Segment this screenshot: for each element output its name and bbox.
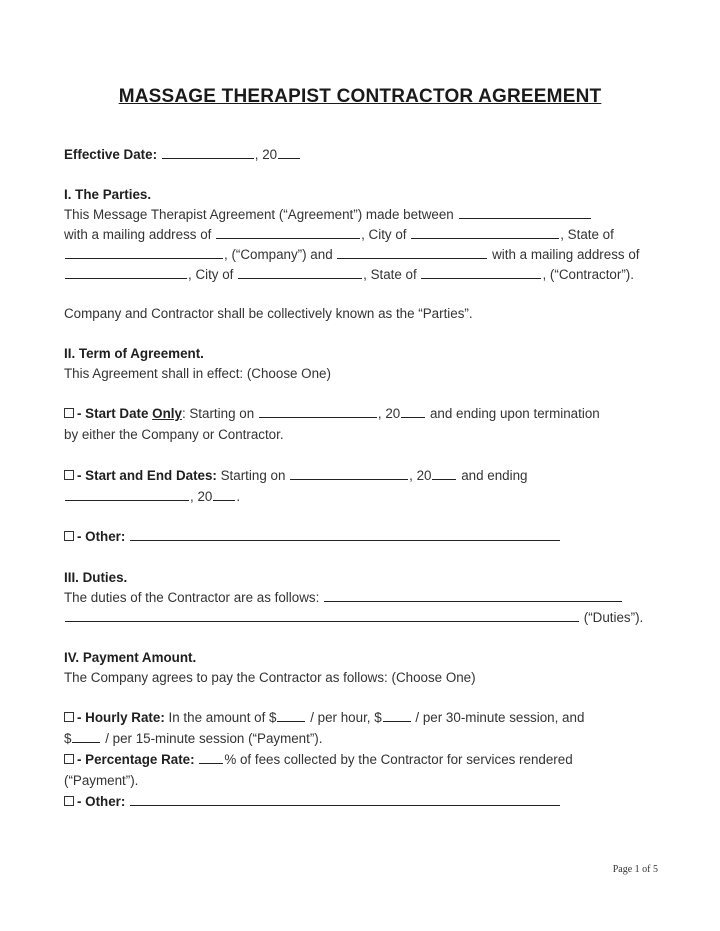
term-option-start-end-line-2 (64, 488, 240, 506)
parties-heading: I. The Parties. (64, 187, 152, 202)
parties-text: , State of (560, 227, 614, 242)
parties-line-3 (64, 246, 640, 264)
start-date-blank[interactable] (259, 405, 377, 418)
option-text: : Starting on (181, 406, 255, 421)
effective-date-year-blank[interactable] (278, 146, 300, 159)
fifteen-minute-rate-blank[interactable] (72, 730, 100, 743)
payment-percentage-line-1 (64, 751, 573, 769)
term-heading: II. Term of Agreement. (64, 346, 204, 361)
company-name-blank[interactable] (459, 206, 591, 219)
payment-hourly-line-1 (64, 709, 584, 727)
duties-line-1 (64, 589, 623, 607)
term-other-checkbox[interactable] (64, 531, 74, 541)
parties-text: , (“Contractor”). (542, 267, 634, 282)
hourly-rate-blank[interactable] (277, 709, 305, 722)
term-intro: This Agreement shall in effect: (Choose One) (64, 366, 331, 381)
start-end-dates-checkbox[interactable] (64, 470, 74, 480)
parties-line-1 (64, 206, 592, 224)
page-number: Page 1 of 5 (612, 864, 658, 875)
duties-line-2 (64, 609, 643, 627)
option-label: - Start Date (77, 406, 149, 421)
end-date-blank[interactable] (65, 488, 189, 501)
option-text: / per 15-minute session (“Payment”). (105, 731, 323, 746)
option-text: , 20 (409, 468, 432, 483)
term-option-start-date-line-1 (64, 405, 600, 423)
option-label: - Hourly Rate: (77, 710, 165, 725)
option-label: - Start and End Dates: (77, 468, 217, 483)
option-text: In the amount of $ (168, 710, 277, 725)
option-label: - Other: (77, 529, 126, 544)
parties-collective-text: Company and Contractor shall be collectively known as the “Parties”. (64, 306, 473, 321)
payment-percentage-line-2: (“Payment”). (64, 773, 139, 788)
payment-intro: The Company agrees to pay the Contractor as follows: (Choose One) (64, 670, 476, 685)
term-other-blank[interactable] (130, 528, 560, 541)
option-label-emphasis: Only (152, 406, 182, 421)
company-city-blank[interactable] (411, 226, 559, 239)
start-date-only-checkbox[interactable] (64, 408, 74, 418)
payment-hourly-line-2 (64, 730, 323, 748)
payment-other-line (64, 793, 561, 811)
thirty-minute-rate-blank[interactable] (383, 709, 411, 722)
option-text: and ending (461, 468, 528, 483)
option-text: and ending upon termination (429, 406, 600, 421)
parties-text: with a mailing address of (492, 247, 640, 262)
option-text: , 20 (190, 489, 213, 504)
start-year-blank[interactable] (401, 405, 425, 418)
term-option-start-date-line-2: by either the Company or Contractor. (64, 427, 284, 442)
parties-line-2 (64, 226, 614, 244)
parties-text: This Message Therapist Agreement (“Agreement”) made between (64, 207, 454, 222)
option-label: - Percentage Rate: (77, 752, 195, 767)
duties-text: The duties of the Contractor are as follows: (64, 590, 320, 605)
contractor-address-blank[interactable] (65, 266, 187, 279)
option-text: / per hour, $ (310, 710, 382, 725)
document-title: MASSAGE THERAPIST CONTRACTOR AGREEMENT (118, 86, 602, 107)
contractor-state-blank[interactable] (421, 266, 541, 279)
percentage-blank[interactable] (199, 751, 223, 764)
end-year-blank[interactable] (213, 488, 235, 501)
parties-text: with a mailing address of (64, 227, 212, 242)
parties-line-4 (64, 266, 634, 284)
percentage-rate-checkbox[interactable] (64, 754, 74, 764)
payment-other-checkbox[interactable] (64, 796, 74, 806)
parties-text: , State of (363, 267, 417, 282)
effective-date-line (64, 146, 301, 164)
contractor-city-blank[interactable] (238, 266, 362, 279)
start-year-blank[interactable] (432, 467, 456, 480)
duties-blank-2[interactable] (65, 609, 579, 622)
start-date-blank[interactable] (290, 467, 408, 480)
option-text: , 20 (377, 406, 401, 421)
hourly-rate-checkbox[interactable] (64, 712, 74, 722)
parties-text: , City of (188, 267, 234, 282)
option-text: / per 30-minute session, and (415, 710, 585, 725)
option-text: Starting on (220, 468, 286, 483)
payment-other-blank[interactable] (130, 793, 560, 806)
contractor-name-blank[interactable] (337, 246, 487, 259)
effective-date-year-label: , 20 (254, 147, 278, 162)
effective-date-label: Effective Date: (64, 147, 158, 162)
company-address-blank[interactable] (216, 226, 360, 239)
term-option-other-line (64, 528, 561, 546)
option-text: $ (64, 731, 72, 746)
parties-text: , City of (361, 227, 407, 242)
option-label: - Other: (77, 794, 126, 809)
option-text: % of fees collected by the Contractor for services rendered (224, 752, 573, 767)
duties-heading: III. Duties. (64, 570, 128, 585)
parties-text: , (“Company”) and (224, 247, 333, 262)
duties-text: (“Duties”). (583, 610, 644, 625)
option-text: . (236, 489, 241, 504)
payment-heading: IV. Payment Amount. (64, 650, 197, 665)
company-state-blank[interactable] (65, 246, 223, 259)
effective-date-blank[interactable] (162, 146, 254, 159)
duties-blank-1[interactable] (324, 589, 622, 602)
term-option-start-end-line-1 (64, 467, 527, 485)
